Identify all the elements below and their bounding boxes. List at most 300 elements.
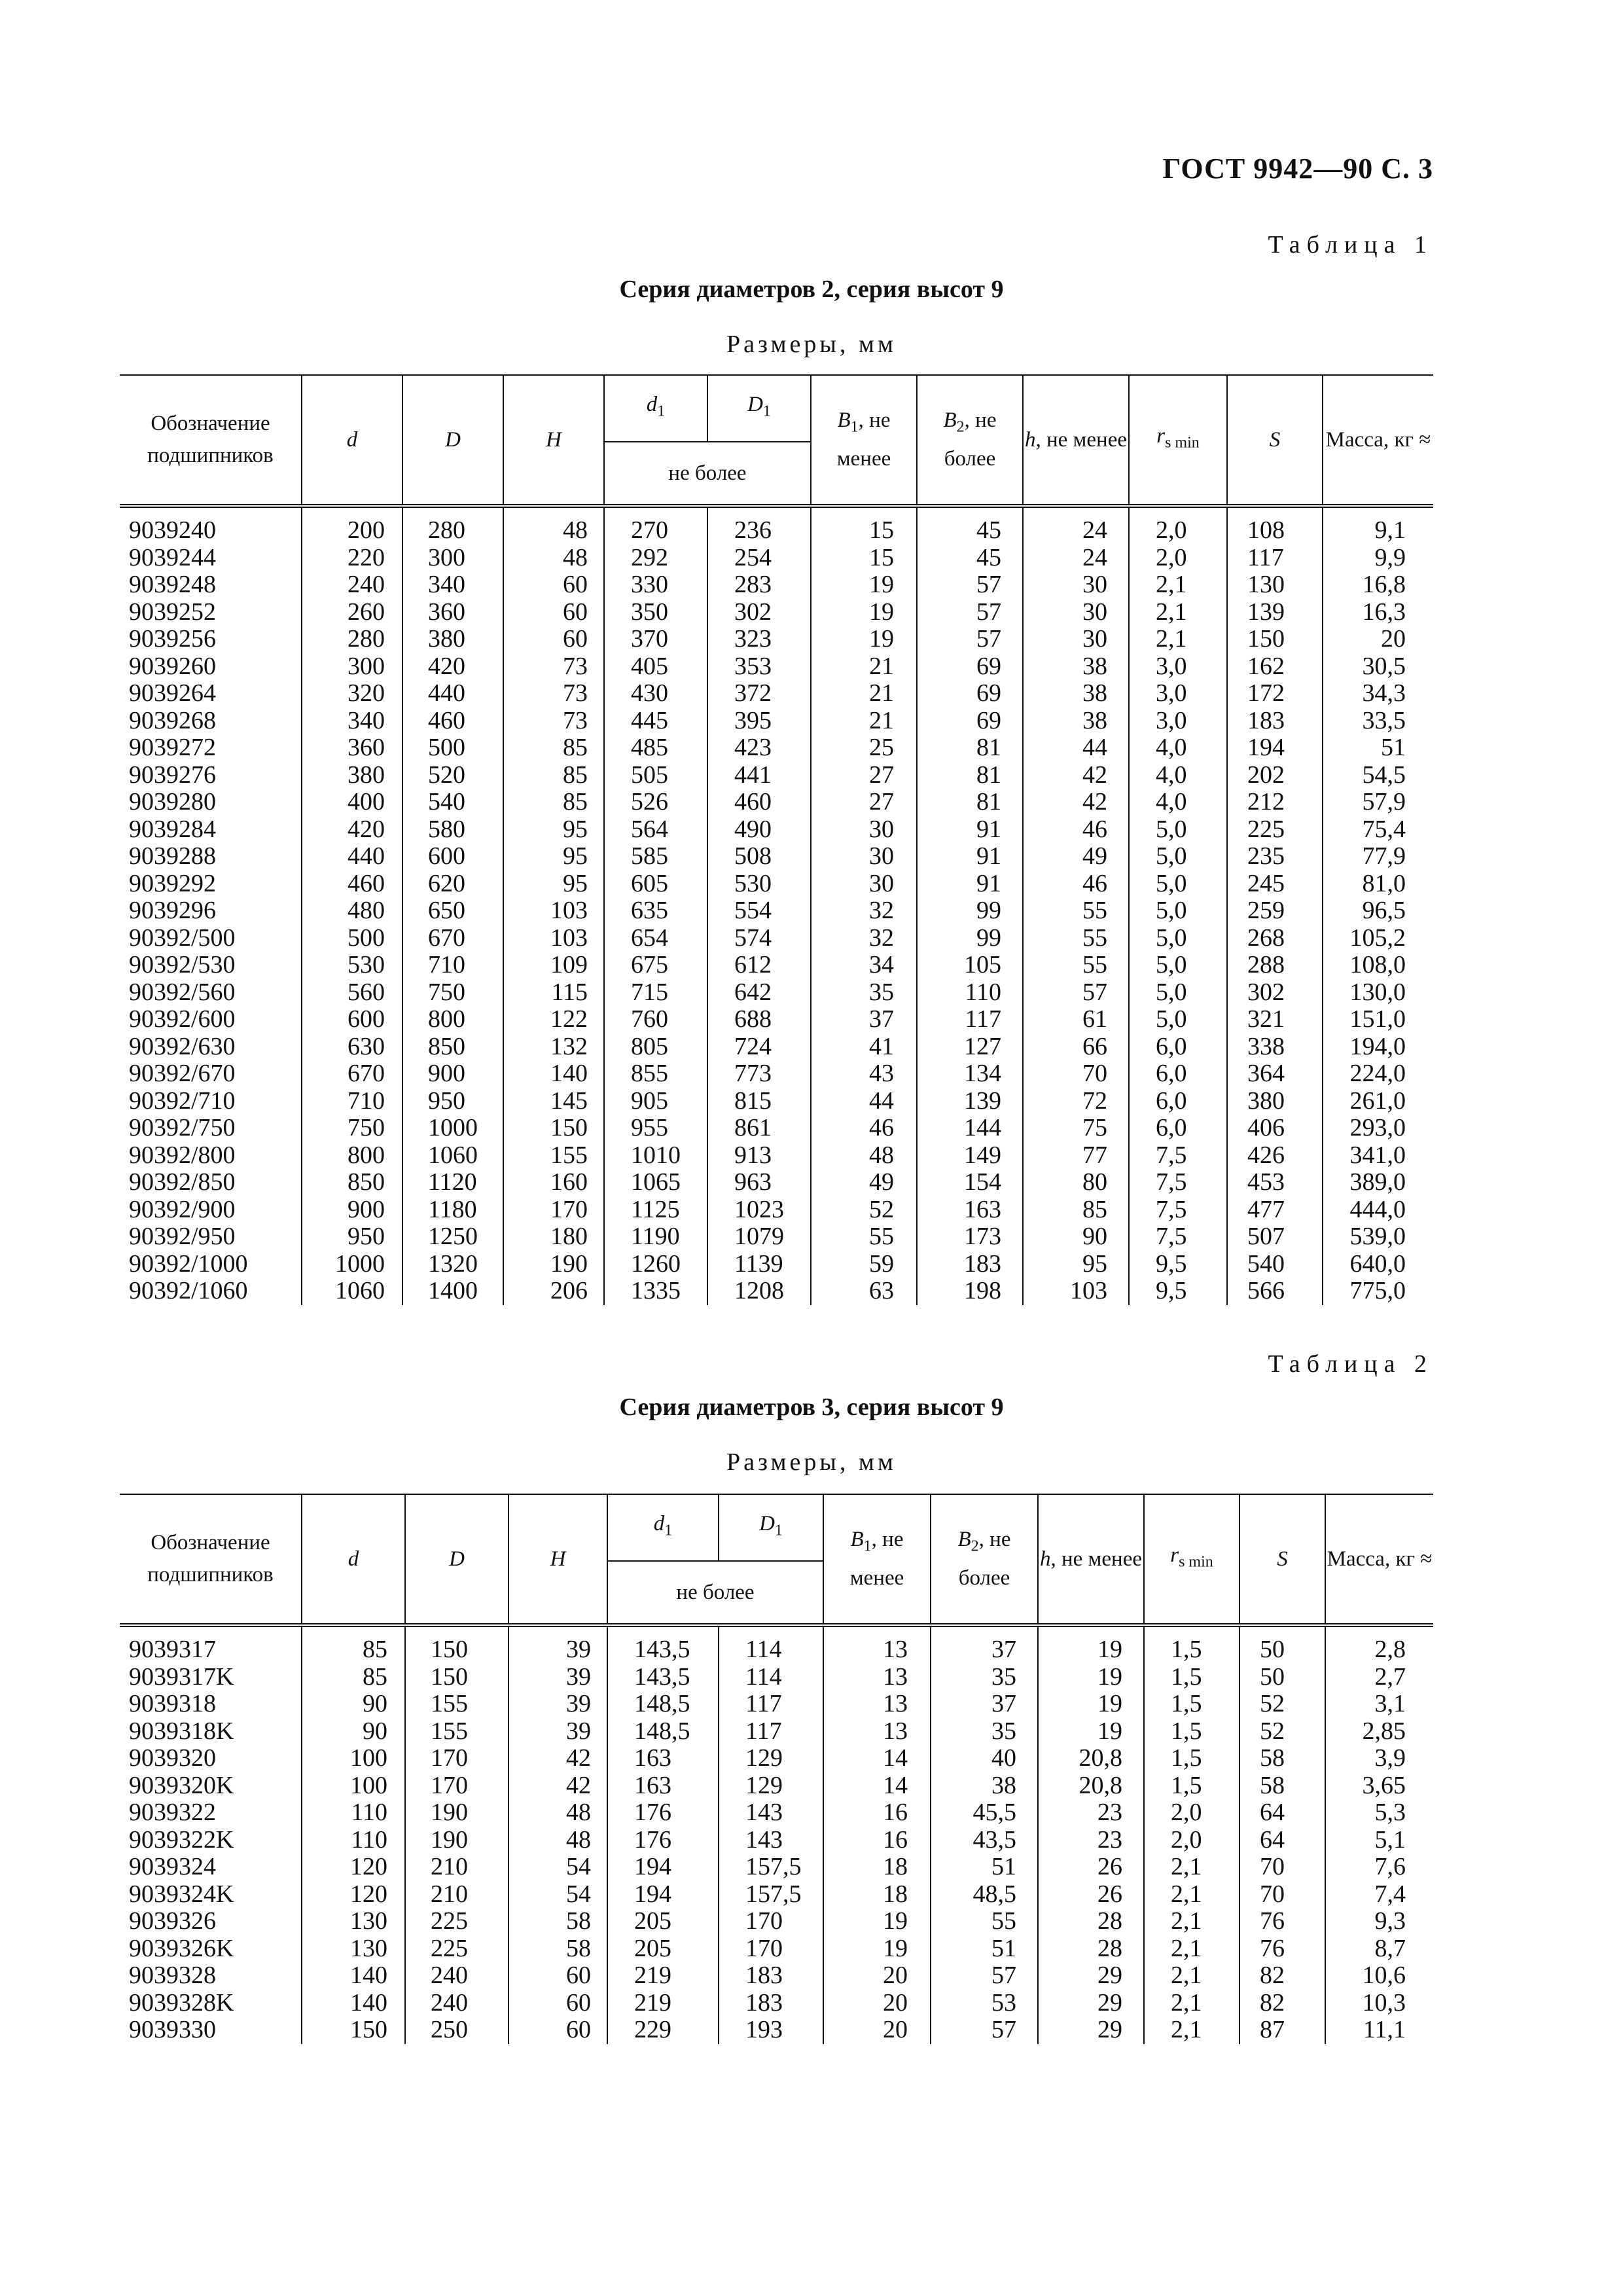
value-cell: 9,5 — [1129, 1278, 1227, 1305]
value-cell: 850 — [302, 1169, 402, 1196]
bearing-designation-cell: 9039317K — [120, 1664, 302, 1691]
value-cell: 950 — [302, 1223, 402, 1251]
value-cell: 235 — [1227, 843, 1323, 870]
page-header: ГОСТ 9942—90 С. 3 — [1162, 152, 1433, 185]
value-cell: 95 — [1023, 1251, 1129, 1278]
value-cell: 194 — [1227, 734, 1323, 762]
value-cell: 91 — [917, 816, 1023, 844]
bearing-designation-cell: 90392/500 — [120, 925, 302, 952]
table-row — [120, 1990, 1433, 2017]
bearing-designation-cell: 9039322K — [120, 1827, 302, 1854]
col-sub: s min — [1179, 1553, 1213, 1571]
value-cell: 3,0 — [1129, 708, 1227, 735]
value-cell: 48 — [508, 1827, 607, 1854]
value-cell: 372 — [707, 680, 811, 708]
value-cell: 490 — [707, 816, 811, 844]
value-cell: 60 — [508, 2017, 607, 2044]
table-row — [120, 843, 1433, 870]
col-label: Обозначение подшипников — [147, 412, 274, 467]
value-cell: 440 — [402, 680, 503, 708]
col-label: B — [850, 1527, 864, 1551]
value-cell: 210 — [405, 1854, 508, 1881]
value-cell: 1190 — [604, 1223, 707, 1251]
value-cell: 37 — [931, 1691, 1038, 1718]
value-cell: 5,1 — [1325, 1827, 1433, 1854]
value-cell: 380 — [302, 762, 402, 789]
value-cell: 1180 — [402, 1196, 503, 1224]
value-cell: 1000 — [402, 1115, 503, 1142]
value-cell: 30 — [1023, 599, 1129, 626]
value-cell: 51 — [1323, 734, 1433, 762]
value-cell: 48 — [508, 1799, 607, 1827]
value-cell: 477 — [1227, 1196, 1323, 1224]
col-label: r — [1170, 1543, 1179, 1568]
value-cell: 5,0 — [1129, 843, 1227, 870]
value-cell: 2,0 — [1144, 1799, 1240, 1827]
value-cell: 4,0 — [1129, 734, 1227, 762]
value-cell: 190 — [405, 1799, 508, 1827]
table-row — [120, 1142, 1433, 1170]
value-cell: 850 — [402, 1033, 503, 1061]
value-cell: 157,5 — [719, 1881, 823, 1909]
value-cell: 2,1 — [1144, 1881, 1240, 1909]
value-cell: 20 — [823, 1962, 931, 1990]
table-2-col-h — [1038, 1494, 1144, 1625]
value-cell: 1079 — [707, 1223, 811, 1251]
value-cell: 30 — [1023, 626, 1129, 653]
value-cell: 190 — [503, 1251, 604, 1278]
value-cell: 2,1 — [1144, 1854, 1240, 1881]
value-cell: 430 — [604, 680, 707, 708]
value-cell: 688 — [707, 1006, 811, 1033]
value-cell: 9,1 — [1323, 506, 1433, 545]
value-cell: 105 — [917, 952, 1023, 979]
table-1-col-D — [402, 375, 503, 506]
value-cell: 143 — [719, 1827, 823, 1854]
value-cell: 64 — [1240, 1799, 1325, 1827]
value-cell: 5,3 — [1325, 1799, 1433, 1827]
bearing-designation-cell: 9039324K — [120, 1881, 302, 1909]
table-2-col-d1 — [607, 1494, 719, 1561]
value-cell: 28 — [1038, 1935, 1144, 1963]
value-cell: 160 — [503, 1169, 604, 1196]
value-cell: 85 — [503, 789, 604, 816]
value-cell: 245 — [1227, 870, 1323, 898]
value-cell: 150 — [405, 1664, 508, 1691]
value-cell: 1,5 — [1144, 1745, 1240, 1772]
value-cell: 2,1 — [1129, 599, 1227, 626]
value-cell: 815 — [707, 1088, 811, 1115]
bearing-designation-cell: 90392/800 — [120, 1142, 302, 1170]
value-cell: 162 — [1227, 653, 1323, 681]
value-cell: 1,5 — [1144, 1664, 1240, 1691]
value-cell: 55 — [931, 1908, 1038, 1935]
value-cell: 50 — [1240, 1625, 1325, 1664]
value-cell: 566 — [1227, 1278, 1323, 1305]
value-cell: 63 — [811, 1278, 917, 1305]
value-cell: 95 — [503, 843, 604, 870]
value-cell: 32 — [811, 925, 917, 952]
value-cell: 1,5 — [1144, 1718, 1240, 1746]
value-cell: 2,7 — [1325, 1664, 1433, 1691]
col-sub: 1 — [774, 1522, 783, 1539]
value-cell: 140 — [302, 1990, 405, 2017]
table-row — [120, 599, 1433, 626]
table-row — [120, 653, 1433, 681]
value-cell: 39 — [508, 1664, 607, 1691]
value-cell: 320 — [302, 680, 402, 708]
table-row — [120, 626, 1433, 653]
value-cell: 55 — [811, 1223, 917, 1251]
value-cell: 58 — [1240, 1772, 1325, 1800]
value-cell: 35 — [931, 1718, 1038, 1746]
table-2-header — [120, 1494, 1433, 1625]
value-cell: 14 — [823, 1745, 931, 1772]
value-cell: 110 — [302, 1827, 405, 1854]
value-cell: 42 — [1023, 762, 1129, 789]
value-cell: 261,0 — [1323, 1088, 1433, 1115]
table-row — [120, 506, 1433, 545]
value-cell: 117 — [917, 1006, 1023, 1033]
col-suffix: , не менее — [1035, 427, 1128, 452]
table-row — [120, 1908, 1433, 1935]
value-cell: 103 — [503, 925, 604, 952]
value-cell: 90 — [302, 1718, 405, 1746]
value-cell: 5,0 — [1129, 952, 1227, 979]
value-cell: 194 — [607, 1854, 719, 1881]
value-cell: 400 — [302, 789, 402, 816]
value-cell: 73 — [503, 653, 604, 681]
value-cell: 444,0 — [1323, 1196, 1433, 1224]
value-cell: 140 — [503, 1060, 604, 1088]
value-cell: 154 — [917, 1169, 1023, 1196]
bearing-designation-cell: 9039248 — [120, 571, 302, 599]
value-cell: 95 — [503, 816, 604, 844]
value-cell: 143,5 — [607, 1625, 719, 1664]
value-cell: 2,8 — [1325, 1625, 1433, 1664]
bearing-designation-cell: 9039320K — [120, 1772, 302, 1800]
value-cell: 30 — [1023, 571, 1129, 599]
col-label: h — [1024, 427, 1036, 452]
value-cell: 3,1 — [1325, 1691, 1433, 1718]
value-cell: 85 — [302, 1664, 405, 1691]
value-cell: 1125 — [604, 1196, 707, 1224]
value-cell: 1400 — [402, 1278, 503, 1305]
table-row — [120, 789, 1433, 816]
value-cell: 540 — [402, 789, 503, 816]
value-cell: 380 — [402, 626, 503, 653]
table-row — [120, 1854, 1433, 1881]
bearing-designation-cell: 90392/710 — [120, 1088, 302, 1115]
value-cell: 19 — [1038, 1664, 1144, 1691]
value-cell: 48 — [503, 545, 604, 572]
table-row — [120, 1115, 1433, 1142]
value-cell: 81 — [917, 734, 1023, 762]
value-cell: 38 — [1023, 653, 1129, 681]
value-cell: 775,0 — [1323, 1278, 1433, 1305]
value-cell: 480 — [302, 897, 402, 925]
value-cell: 46 — [1023, 870, 1129, 898]
bearing-designation-cell: 9039326K — [120, 1935, 302, 1963]
value-cell: 19 — [823, 1908, 931, 1935]
table-2-units: Размеры, мм — [726, 1448, 897, 1476]
value-cell: 710 — [402, 952, 503, 979]
value-cell: 605 — [604, 870, 707, 898]
value-cell: 38 — [1023, 680, 1129, 708]
value-cell: 57,9 — [1323, 789, 1433, 816]
value-cell: 225 — [405, 1935, 508, 1963]
value-cell: 300 — [402, 545, 503, 572]
value-cell: 206 — [503, 1278, 604, 1305]
value-cell: 120 — [302, 1881, 405, 1909]
col-label: r — [1156, 424, 1166, 448]
table-2-body — [120, 1625, 1433, 2044]
value-cell: 321 — [1227, 1006, 1323, 1033]
value-cell: 24 — [1023, 506, 1129, 545]
value-cell: 173 — [917, 1223, 1023, 1251]
bearing-designation-cell: 9039284 — [120, 816, 302, 844]
value-cell: 50 — [1240, 1664, 1325, 1691]
value-cell: 55 — [1023, 952, 1129, 979]
value-cell: 139 — [917, 1088, 1023, 1115]
value-cell: 19 — [811, 599, 917, 626]
value-cell: 250 — [405, 2017, 508, 2044]
value-cell: 144 — [917, 1115, 1023, 1142]
value-cell: 190 — [405, 1827, 508, 1854]
value-cell: 3,65 — [1325, 1772, 1433, 1800]
value-cell: 77 — [1023, 1142, 1129, 1170]
value-cell: 85 — [1023, 1196, 1129, 1224]
table-1-col-designation — [120, 375, 302, 506]
bearing-designation-cell: 90392/600 — [120, 1006, 302, 1033]
value-cell: 91 — [917, 870, 1023, 898]
value-cell: 170 — [405, 1745, 508, 1772]
value-cell: 1139 — [707, 1251, 811, 1278]
value-cell: 20,8 — [1038, 1745, 1144, 1772]
value-cell: 163 — [607, 1772, 719, 1800]
value-cell: 87 — [1240, 2017, 1325, 2044]
col-sub: 1 — [762, 403, 771, 420]
value-cell: 76 — [1240, 1935, 1325, 1963]
table-1-col-mass — [1323, 375, 1433, 506]
value-cell: 115 — [503, 979, 604, 1007]
value-cell: 1250 — [402, 1223, 503, 1251]
value-cell: 650 — [402, 897, 503, 925]
col-label: не более — [668, 461, 747, 485]
table-row — [120, 762, 1433, 789]
value-cell: 26 — [1038, 1854, 1144, 1881]
value-cell: 23 — [1038, 1799, 1144, 1827]
value-cell: 148,5 — [607, 1691, 719, 1718]
value-cell: 129 — [719, 1772, 823, 1800]
value-cell: 724 — [707, 1033, 811, 1061]
table-row — [120, 1088, 1433, 1115]
value-cell: 55 — [1023, 897, 1129, 925]
value-cell: 114 — [719, 1664, 823, 1691]
table-1-col-H — [503, 375, 604, 506]
bearing-designation-cell: 9039244 — [120, 545, 302, 572]
value-cell: 59 — [811, 1251, 917, 1278]
value-cell: 57 — [931, 1962, 1038, 1990]
bearing-designation-cell: 90392/630 — [120, 1033, 302, 1061]
value-cell: 654 — [604, 925, 707, 952]
value-cell: 420 — [302, 816, 402, 844]
table-1-body — [120, 506, 1433, 1305]
value-cell: 19 — [1038, 1718, 1144, 1746]
value-cell: 27 — [811, 762, 917, 789]
col-label: S — [1269, 427, 1281, 452]
value-cell: 21 — [811, 680, 917, 708]
value-cell: 405 — [604, 653, 707, 681]
value-cell: 500 — [402, 734, 503, 762]
value-cell: 6,0 — [1129, 1088, 1227, 1115]
col-label: B — [943, 408, 957, 432]
value-cell: 600 — [302, 1006, 402, 1033]
value-cell: 99 — [917, 897, 1023, 925]
value-cell: 219 — [607, 1990, 719, 2017]
value-cell: 360 — [302, 734, 402, 762]
value-cell: 1060 — [402, 1142, 503, 1170]
col-label: B — [837, 408, 851, 432]
table-row — [120, 1625, 1433, 1664]
value-cell: 57 — [917, 626, 1023, 653]
table-1-header — [120, 375, 1433, 506]
value-cell: 202 — [1227, 762, 1323, 789]
value-cell: 15 — [811, 506, 917, 545]
bearing-designation-cell: 9039288 — [120, 843, 302, 870]
table-1-col-rs — [1129, 375, 1227, 506]
table-row — [120, 925, 1433, 952]
value-cell: 21 — [811, 708, 917, 735]
value-cell: 370 — [604, 626, 707, 653]
value-cell: 2,0 — [1129, 506, 1227, 545]
value-cell: 46 — [1023, 816, 1129, 844]
value-cell: 150 — [1227, 626, 1323, 653]
value-cell: 139 — [1227, 599, 1323, 626]
col-suffix: , не менее — [836, 408, 891, 471]
value-cell: 24 — [1023, 545, 1129, 572]
value-cell: 900 — [402, 1060, 503, 1088]
value-cell: 35 — [811, 979, 917, 1007]
value-cell: 134 — [917, 1060, 1023, 1088]
table-2-col-B2 — [931, 1494, 1038, 1625]
table-1-col-d — [302, 375, 402, 506]
value-cell: 117 — [719, 1718, 823, 1746]
value-cell: 508 — [707, 843, 811, 870]
value-cell: 270 — [604, 506, 707, 545]
col-sub: s min — [1165, 434, 1200, 452]
table-row — [120, 2017, 1433, 2044]
value-cell: 51 — [931, 1854, 1038, 1881]
value-cell: 42 — [1023, 789, 1129, 816]
value-cell: 60 — [503, 599, 604, 626]
table-row — [120, 708, 1433, 735]
value-cell: 52 — [1240, 1691, 1325, 1718]
value-cell: 7,5 — [1129, 1223, 1227, 1251]
table-row — [120, 571, 1433, 599]
value-cell: 90 — [302, 1691, 405, 1718]
value-cell: 323 — [707, 626, 811, 653]
value-cell: 4,0 — [1129, 762, 1227, 789]
value-cell: 205 — [607, 1935, 719, 1963]
table-1-title: Серия диаметров 2, серия высот 9 — [619, 276, 1004, 303]
value-cell: 176 — [607, 1827, 719, 1854]
value-cell: 70 — [1240, 1854, 1325, 1881]
value-cell: 2,1 — [1144, 1935, 1240, 1963]
table-1-col-B1 — [811, 375, 917, 506]
value-cell: 38 — [931, 1772, 1038, 1800]
value-cell: 350 — [604, 599, 707, 626]
table-row — [120, 734, 1433, 762]
value-cell: 210 — [405, 1881, 508, 1909]
value-cell: 75 — [1023, 1115, 1129, 1142]
table-row — [120, 1962, 1433, 1990]
bearing-designation-cell: 9039252 — [120, 599, 302, 626]
value-cell: 280 — [302, 626, 402, 653]
col-label: D — [445, 427, 461, 452]
value-cell: 149 — [917, 1142, 1023, 1170]
table-1-col-h — [1023, 375, 1129, 506]
bearing-designation-cell: 9039256 — [120, 626, 302, 653]
bearing-designation-cell: 90392/1060 — [120, 1278, 302, 1305]
value-cell: 2,0 — [1129, 545, 1227, 572]
value-cell: 1010 — [604, 1142, 707, 1170]
value-cell: 48 — [811, 1142, 917, 1170]
col-suffix: , не более — [944, 408, 997, 471]
value-cell: 13 — [823, 1664, 931, 1691]
bearing-designation-cell: 9039276 — [120, 762, 302, 789]
value-cell: 30,5 — [1323, 653, 1433, 681]
value-cell: 1,5 — [1144, 1625, 1240, 1664]
value-cell: 198 — [917, 1278, 1023, 1305]
value-cell: 183 — [917, 1251, 1023, 1278]
value-cell: 453 — [1227, 1169, 1323, 1196]
table-row — [120, 1745, 1433, 1772]
value-cell: 51 — [931, 1935, 1038, 1963]
value-cell: 441 — [707, 762, 811, 789]
value-cell: 340 — [402, 571, 503, 599]
value-cell: 48 — [503, 506, 604, 545]
value-cell: 530 — [707, 870, 811, 898]
value-cell: 155 — [405, 1691, 508, 1718]
bearing-designation-cell: 9039318 — [120, 1691, 302, 1718]
value-cell: 70 — [1240, 1881, 1325, 1909]
value-cell: 800 — [402, 1006, 503, 1033]
value-cell: 861 — [707, 1115, 811, 1142]
value-cell: 39 — [508, 1718, 607, 1746]
bearing-designation-cell: 9039324 — [120, 1854, 302, 1881]
value-cell: 120 — [302, 1854, 405, 1881]
value-cell: 170 — [719, 1908, 823, 1935]
bearing-designation-cell: 9039240 — [120, 506, 302, 545]
value-cell: 30 — [811, 870, 917, 898]
col-label: Масса, кг ≈ — [1327, 1547, 1433, 1571]
value-cell: 14 — [823, 1772, 931, 1800]
value-cell: 19 — [811, 571, 917, 599]
value-cell: 43,5 — [931, 1827, 1038, 1854]
table-1-col-d1 — [604, 375, 707, 442]
table-row — [120, 1718, 1433, 1746]
value-cell: 58 — [1240, 1745, 1325, 1772]
value-cell: 30 — [811, 816, 917, 844]
table-2-col-mass — [1325, 1494, 1433, 1625]
bearing-designation-cell: 9039317 — [120, 1625, 302, 1664]
bearing-designation-cell: 9039268 — [120, 708, 302, 735]
value-cell: 6,0 — [1129, 1115, 1227, 1142]
col-label: S — [1277, 1547, 1288, 1571]
value-cell: 18 — [823, 1854, 931, 1881]
value-cell: 7,5 — [1129, 1169, 1227, 1196]
